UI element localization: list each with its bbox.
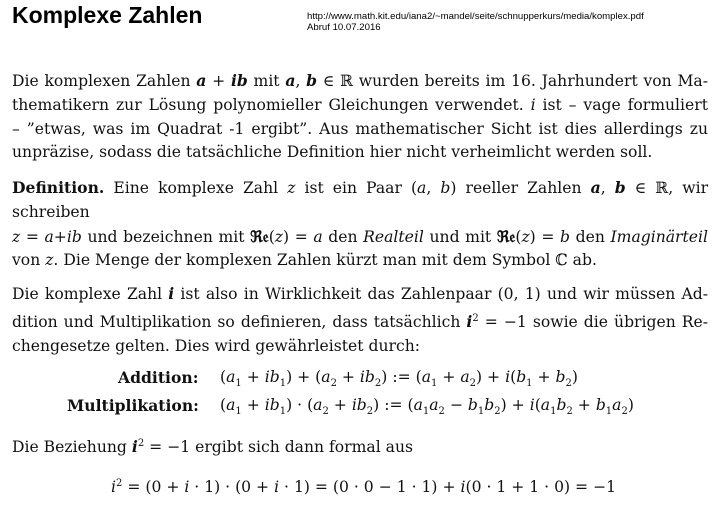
body-line-1: Die komplexe Zahl i ist also in Wirklichkeit das Zahlenpaar (0, 1) und wir müssen Ad- [12, 284, 708, 303]
source-date: Abruf 10.07.2016 [307, 22, 381, 33]
definition-line-2: z = a+ib und bezeichnen mit ℜ𝔢(z) = a den Realteil und mit ℜ𝔢(z) = b den Imaginärteil [12, 226, 708, 246]
multiplication-formula: $(a_1 + ib_1) \cdot (a_2 + ib_2)$ := $(a_1a_2 - b_1b_2) + i(a_1b_2 + b_1a_2)$ [220, 396, 634, 418]
definition-heading: Definition. [12, 178, 105, 197]
multiplication-equation [67, 396, 199, 415]
definition-line-1: Definition. Eine komplexe Zahl z ist ein Paar (a, b) reeller Zahlen a, b ∈ ℝ, wir schreiben [12, 178, 709, 221]
definition-paragraph [12, 176, 708, 273]
body-paragraph [12, 282, 708, 359]
intro-line-3: – ”etwas, was im Quadrat -1 ergibt”. Aus mathematischer Sicht ist dies allerdings zu [12, 119, 708, 138]
source-url: http://www.math.kit.edu/iana2/~mandel/seite/schnupperkurs/media/komplex.pdf [307, 11, 644, 22]
addition-formula: $(a_1 + ib_1) + (a_2 + ib_2)$ := $(a_1 + a_2) + i(b_1 + b_2)$ [220, 368, 578, 390]
addition-equation [118, 368, 198, 387]
intro-paragraph [12, 69, 708, 165]
addition-label: Addition: [118, 368, 199, 387]
definition-line-3: von z. Die Menge der komplexen Zahlen kürzt man mit dem Symbol ℂ ab. [12, 251, 597, 270]
body-line-3: chengesetze gelten. Dies wird gewährleistet durch: [12, 336, 420, 355]
intro-line-4: unpräzise, sodass die tatsächliche Definition hier nicht verheimlicht werden soll. [12, 143, 653, 162]
multiplication-label: Multiplikation: [67, 396, 199, 415]
source-reference [307, 11, 644, 33]
page-title: Komplexe Zahlen [12, 2, 203, 28]
body-line-2: dition und Multiplikation so definieren, dass tatsächlich $i^2 = -1$ sowie die übrigen Re- [12, 311, 709, 331]
conclusion-text: Die Beziehung $i^2 = -1$ ergibt sich dann formal aus [12, 437, 413, 456]
intro-line-1: Die komplexen Zahlen a + ib mit a, b ∈ ℝ wurden bereits im 16. Jahrhundert von Ma- [12, 71, 708, 90]
final-equation: $i^2 = (0 + i \cdot 1) \cdot (0 + i \cdot 1) = (0 \cdot 0 - 1 \cdot 1) + i(0 \cdot 1 + 1 \cdot 0) = -1$ [111, 478, 617, 497]
intro-line-2: thematikern zur Lösung polynomieller Gleichungen verwendet. i ist – vage formuliert [12, 95, 708, 114]
